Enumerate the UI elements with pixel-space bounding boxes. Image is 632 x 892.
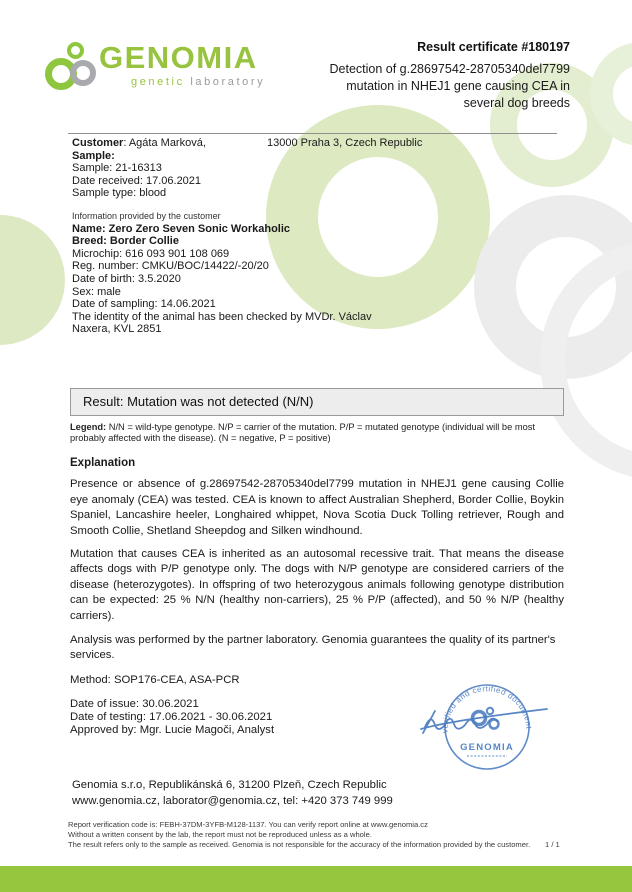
subtitle-line: mutation in NHEJ1 gene causing CEA in <box>346 79 570 93</box>
sample-line: Sample type: blood <box>72 187 167 200</box>
deco-green-circle-left <box>0 215 65 345</box>
animal-breed-line: Breed: Border Collie <box>72 235 179 248</box>
header-divider <box>68 133 557 134</box>
footer-contact: www.genomia.cz, laborator@genomia.cz, tel: +420 373 749 999 <box>72 794 393 807</box>
animal-line: Microchip: 616 093 901 108 069 <box>72 247 230 260</box>
explanation-paragraph: Presence or absence of g.28697542-28705340del7799 mutation in NHEJ1 gene causing Collie eye anomaly (CEA) was tested. CEA is known to affect Australian Shepherd, Border Collie, Boykin Spaniel, Lancashire heeler, Longhaired whippet, Nova Scotia Duck Tolling retriever, Rough and Smooth Collie, Shetland Sheepdog and Silken windhound. <box>70 478 564 537</box>
date-line: Date of issue: 30.06.2021 <box>70 698 199 711</box>
animal-line: The identity of the animal has been checked by MVDr. Václav <box>72 310 372 323</box>
footer-green-bar <box>0 866 632 892</box>
subtitle-line: several dog breeds <box>463 96 570 110</box>
customer-name: : Agáta Marková, <box>123 137 206 149</box>
animal-line: Sex: male <box>72 285 121 298</box>
method-line: Method: SOP176-CEA, ASA-PCR <box>70 673 240 686</box>
stamp-logo-dot-icon <box>487 708 493 714</box>
customer-line <box>72 137 472 150</box>
sample-line: Sample: 21-16313 <box>72 162 162 175</box>
stamp-name-text: GENOMIA <box>460 742 514 753</box>
provided-by-note: Information provided by the customer <box>72 210 221 221</box>
result-legend <box>70 422 564 444</box>
footer-legal-block <box>68 820 538 850</box>
result-box: Result: Mutation was not detected (N/N) <box>70 388 564 416</box>
subtitle-line: Detection of g.28697542-28705340del7799 <box>329 62 570 76</box>
legal-line: Report verification code is: FEBH-37DM-3YFB-M128-1137. You can verify report online at www.genomia.cz <box>68 820 428 829</box>
sample-label: Sample: <box>72 149 115 162</box>
animal-line: Naxera, KVL 2851 <box>72 323 162 336</box>
animal-line: Date of sampling: 14.06.2021 <box>72 298 216 311</box>
logo-tagline <box>131 76 265 88</box>
logo-dot-green-icon <box>67 42 84 59</box>
animal-name-line: Name: Zero Zero Seven Sonic Workaholic <box>72 222 291 235</box>
date-line: Date of testing: 17.06.2021 - 30.06.2021 <box>70 711 273 724</box>
certificate-subtitle <box>330 61 571 112</box>
date-line: Approved by: Mgr. Lucie Magoči, Analyst <box>70 723 275 736</box>
logo-wordmark: GENOMIA <box>99 40 258 75</box>
legend-text: N/N = wild-type genotype. N/P = carrier of the mutation. P/P = mutated genotype (individual will be most probably affected with the disease). (N = negative, P = positive) <box>70 422 535 444</box>
logo-ring-gray-icon <box>70 60 96 86</box>
explanation-paragraph: Analysis was performed by the partner laboratory. Genomia guarantees the quality of its partner's services. <box>70 634 556 662</box>
footer-address-block <box>72 778 393 809</box>
footer-address: Genomia s.r.o, Republikánská 6, 31200 Plzeň, Czech Republic <box>72 779 387 791</box>
animal-line: Date of birth: 3.5.2020 <box>72 272 181 285</box>
legend-label: Legend: <box>70 422 107 432</box>
legal-line: Without a written consent by the lab, the report must not be reproduced unless as a whole. <box>68 830 372 839</box>
animal-line: Reg. number: CMKU/BOC/14422/-20/20 <box>72 260 269 273</box>
explanation-heading: Explanation <box>70 457 136 470</box>
page-number: 1 / 1 <box>545 840 560 849</box>
logo-tagline-laboratory: laboratory <box>190 76 266 88</box>
certificate-title: Result certificate #180197 <box>417 40 570 54</box>
stamp-arc-text: verified and certified document <box>440 684 534 734</box>
logo-tagline-genetic: genetic <box>131 76 185 88</box>
sample-line: Date received: 17.06.2021 <box>72 174 202 187</box>
customer-label: Customer <box>72 137 124 149</box>
customer-info-block <box>72 137 472 336</box>
legal-line: The result refers only to the sample as received. Genomia is not responsible for the accuracy of the information provided by the customer. <box>68 840 531 849</box>
explanation-paragraph: Mutation that causes CEA is inherited as an autosomal recessive trait. That means the disease affects dogs with P/P genotype only. The dogs with N/P genotype are considered carriers of the disease (heterozygotes). In offspring of two heterozygous animals following genotype distribution can be expected: 25 % N/N (healthy non-carriers), 25 % P/P (affected), and 50 % N/P (healthy carriers). <box>70 548 564 622</box>
certification-stamp <box>415 665 565 790</box>
customer-address: 13000 Praha 3, Czech Republic <box>267 137 423 149</box>
